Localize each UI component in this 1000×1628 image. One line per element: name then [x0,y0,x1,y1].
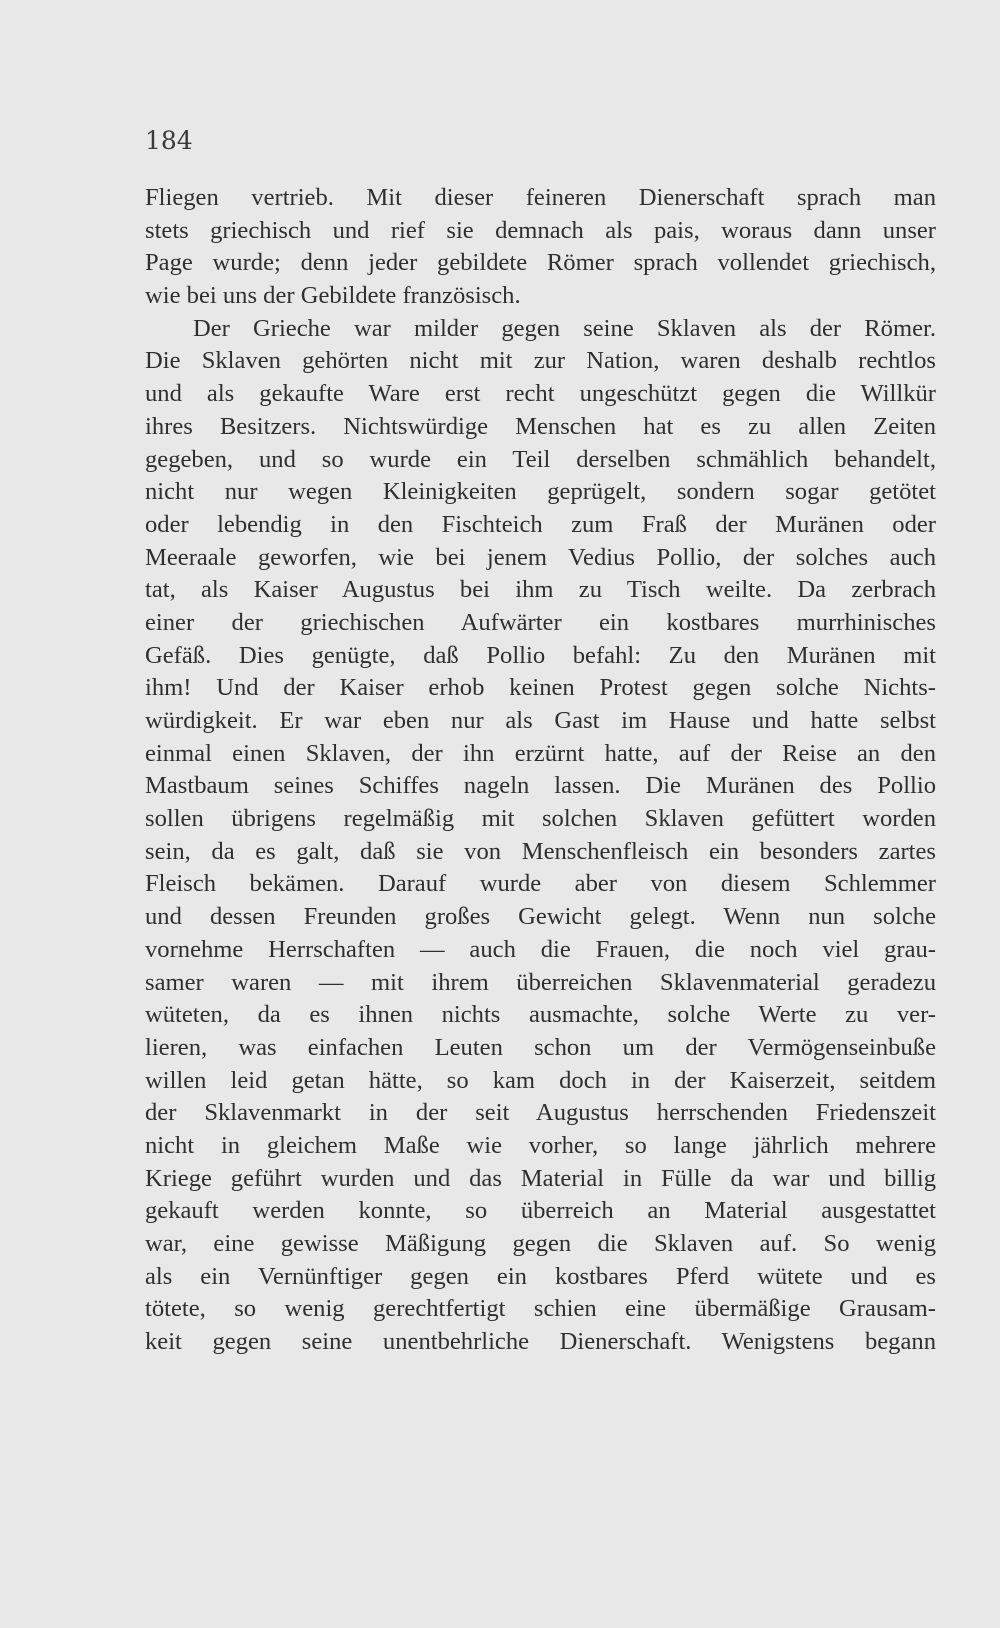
text-line: Fliegen vertrieb. Mit dieser feineren Dienerschaft sprach man [145,184,936,211]
text-line: sein, da es galt, daß sie von Menschenfleisch ein besonders zartes [145,837,936,865]
text-line: tötete, so wenig gerechtfertigt schien eine übermäßige Grausam- [145,1295,936,1323]
text-line: gekauft werden konnte, so überreich an Material ausgestattet [145,1197,936,1225]
text-line: Der Grieche war milder gegen seine Sklaven als der Römer. [193,314,936,342]
text-line: willen leid getan hätte, so kam doch in der Kaiserzeit, seitdem [145,1066,936,1094]
text-line: nicht in gleichem Maße wie vorher, so lange jährlich mehrere [145,1131,936,1159]
text-line: keit gegen seine unentbehrliche Dienerschaft. Wenigstens begann [145,1328,936,1356]
text-line: tat, als Kaiser Augustus bei ihm zu Tisch weilte. Da zerbrach [145,576,936,604]
text-line: ihres Besitzers. Nichtswürdige Menschen hat es zu allen Zeiten [145,412,936,440]
text-line: Gefäß. Dies genügte, daß Pollio befahl: Zu den Muränen mit [145,641,936,669]
text-line: und dessen Freunden großes Gewicht gelegt. Wenn nun solche [145,903,936,931]
page-number: 184 [145,126,193,155]
text-line: Die Sklaven gehörten nicht mit zur Nation, waren deshalb rechtlos [145,347,936,375]
text-line: ihm! Und der Kaiser erhob keinen Protest gegen solche Nichts- [145,674,936,702]
body-text [145,182,936,1359]
text-line: Page wurde; denn jeder gebildete Römer sprach vollendet griechisch, [145,249,936,277]
text-line: samer waren — mit ihrem überreichen Sklavenmaterial geradezu [145,968,936,996]
text-line: einmal einen Sklaven, der ihn erzürnt hatte, auf der Reise an den [145,739,936,767]
text-line: war, eine gewisse Mäßigung gegen die Sklaven auf. So wenig [145,1230,936,1257]
text-line: Kriege geführt wurden und das Material in Fülle da war und billig [145,1164,936,1192]
text-line: einer der griechischen Aufwärter ein kostbares murrhinisches [145,608,936,636]
text-line: würdigkeit. Er war eben nur als Gast im Hause und hatte selbst [145,707,936,734]
text-line: als ein Vernünftiger gegen ein kostbares Pferd wütete und es [145,1262,936,1290]
text-line: Fleisch bekämen. Darauf wurde aber von diesem Schlemmer [145,870,936,898]
text-line: vornehme Herrschaften — auch die Frauen, die noch viel grau- [145,935,936,963]
text-line: oder lebendig in den Fischteich zum Fraß der Muränen oder [145,510,936,538]
text-line: lieren, was einfachen Leuten schon um der Vermögenseinbuße [145,1033,936,1061]
text-line: gegeben, und so wurde ein Teil derselben schmählich behandelt, [145,445,936,473]
text-line: wie bei uns der Gebildete französisch. [145,282,521,310]
text-line: Mastbaum seines Schiffes nageln lassen. Die Muränen des Pollio [145,772,936,800]
text-line: stets griechisch und rief sie demnach als pais, woraus dann unser [145,216,936,244]
text-line: Meeraale geworfen, wie bei jenem Vedius Pollio, der solches auch [145,543,936,571]
text-line: und als gekaufte Ware erst recht ungeschützt gegen die Willkür [145,380,936,408]
text-line: der Sklavenmarkt in der seit Augustus herrschenden Friedenszeit [145,1099,936,1127]
text-line: sollen übrigens regelmäßig mit solchen Sklaven gefüttert worden [145,805,936,833]
text-line: nicht nur wegen Kleinigkeiten geprügelt, sondern sogar getötet [145,478,936,506]
text-line: wüteten, da es ihnen nichts ausmachte, solche Werte zu ver- [145,1001,936,1029]
